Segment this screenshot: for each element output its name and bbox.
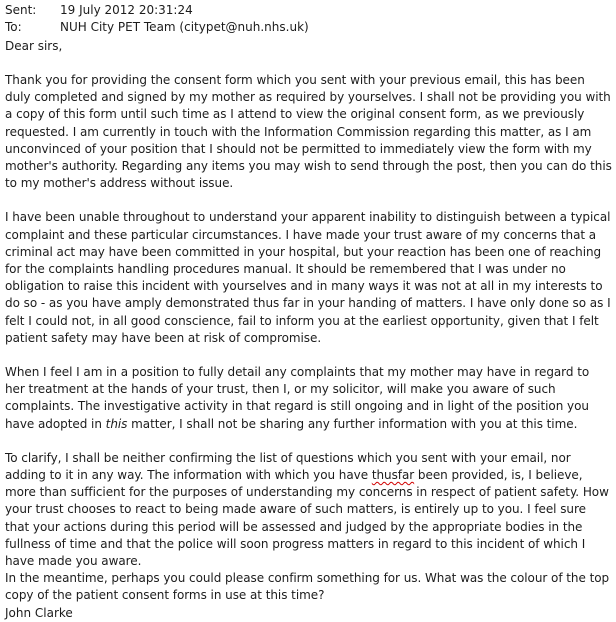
to-label: To:: [5, 20, 22, 34]
paragraph-1: Thank you for providing the consent form which you sent with your previous email, this has been duly completed and signed by my mother as required by yourselves. I shall not be providing you with a copy of this form until such time as I attend to view the original consent form, as we previously requested. I am currently in touch with the Information Commission regarding this matter, as I am unconvinced of your position that I should not be permitted to immediately view the form with my mother's authority. Regarding any items you may wish to send through the post, then you can do this to my mother's address without issue.: [5, 73, 612, 191]
paragraph-4-text-b: been provided, is, I believe, more than sufficient for the purposes of understanding my concerns in respect of patient safety. How your trust chooses to react to being made aware of such matters, is entirely up to you. I feel sure that your actions during this period will be assessed and judged by the appropriate bodies in the fullness of time and that the police will soon progress matters in regard to this incident of which I have made you aware.: [5, 468, 609, 569]
paragraph-3-text-b: matter, I shall not be sharing any further information with you at this time.: [127, 416, 578, 431]
sent-row: [5, 2, 612, 19]
to-row: [5, 19, 612, 36]
signature: John Clarke: [5, 605, 73, 620]
sent-label: Sent:: [5, 3, 37, 17]
sent-value: 19 July 2012 20:31:24: [60, 3, 193, 17]
paragraph-4: [5, 450, 612, 570]
misspelled-word: thusfar: [371, 468, 415, 483]
paragraph-3: [5, 364, 612, 433]
paragraph-2: I have been unable throughout to understand your apparent inability to distinguish between a typical complaint and these particular circumstances. I have made your trust aware of my concerns that a criminal act may have been committed in your hospital, but your reaction has been one of reaching for the complaints handling procedures manual. It should be remembered that I was under no obligation to raise this incident with yourselves and in many ways it was not at all in my interests to do so - as you have amply demonstrated thus far in your handing of matters. I have only done so as I felt I could not, in all good conscience, fail to inform you at the earliest opportunity, given that I felt patient safety may have been at risk of compromise.: [5, 210, 611, 345]
greeting: Dear sirs,: [5, 39, 63, 53]
to-value: NUH City PET Team (citypet@nuh.nhs.uk): [60, 20, 309, 34]
paragraph-3-emphasis: this: [105, 416, 128, 431]
paragraph-5: In the meantime, perhaps you could please confirm something for us. What was the colour of the top copy of the patient consent forms in use at this time?: [5, 571, 610, 603]
paragraph-4-text-a: To clarify, I shall be neither confirming the list of questions which you sent with your email, nor adding to it in any way. The information with which you have: [5, 450, 571, 483]
paragraph-3-text-a: When I feel I am in a position to fully detail any complaints that my mother may have in regard to her treatment at the hands of your trust, then I, or my solicitor, will make you aware of such complaints. The investigative activity in that regard is still ongoing and in light of the position you have adopted in: [5, 365, 590, 431]
